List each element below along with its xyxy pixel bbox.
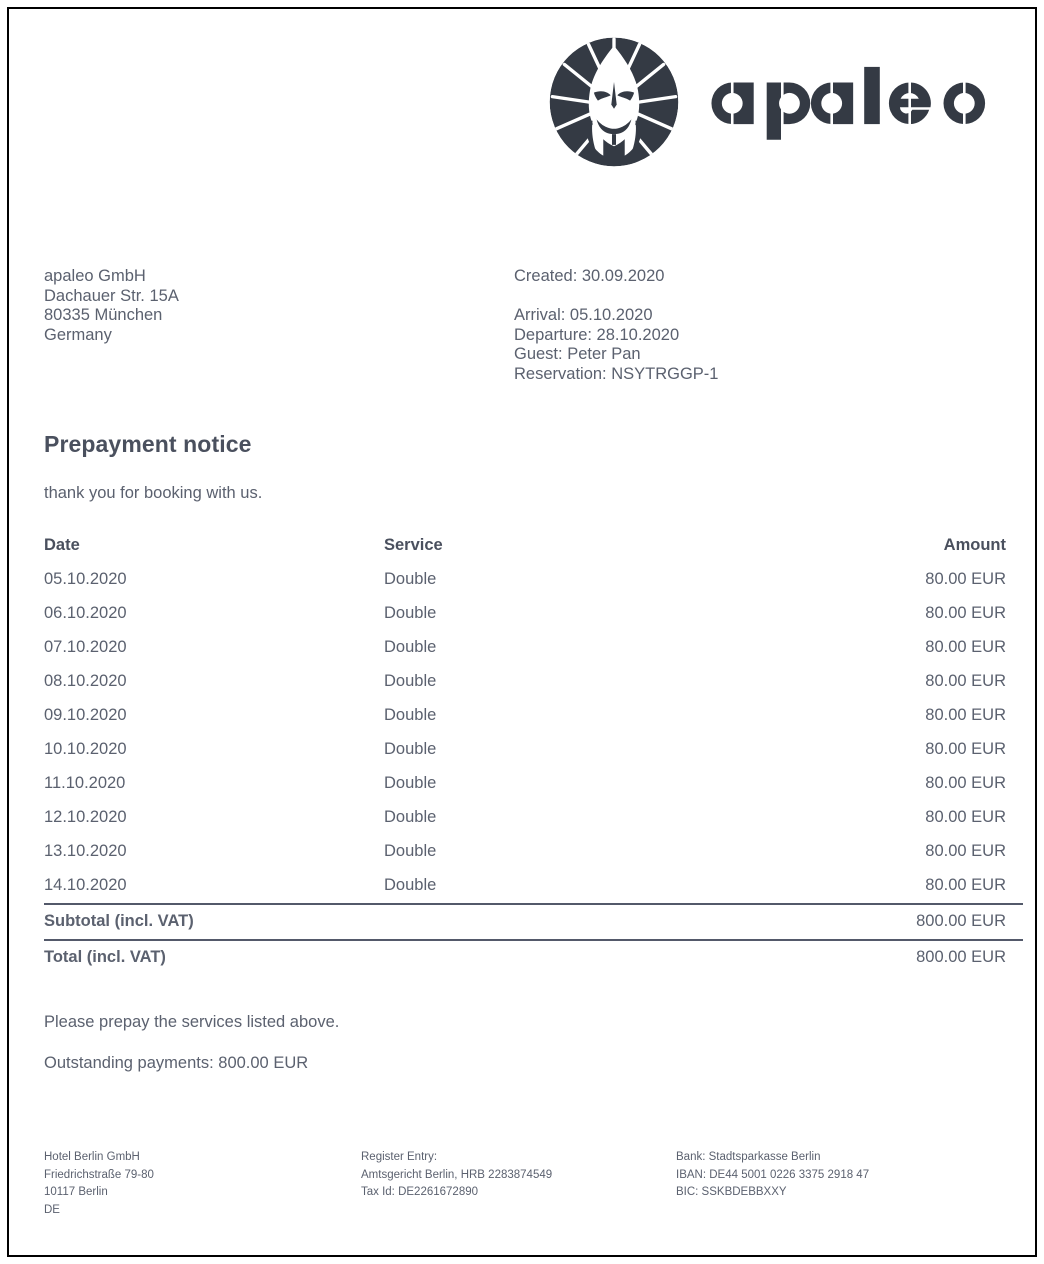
footer-company-block	[44, 1149, 361, 1219]
prepay-instruction: Please prepay the services listed above.	[44, 1012, 340, 1031]
subtotal-row	[44, 904, 1023, 940]
cell-service: Double	[384, 842, 437, 861]
meta-spacer	[514, 287, 1007, 307]
table-row	[44, 597, 1023, 631]
arrival-date: Arrival: 05.10.2020	[514, 306, 653, 325]
footer-register-block	[361, 1149, 676, 1219]
cell-date: 05.10.2020	[44, 570, 127, 589]
table-row	[44, 631, 1023, 665]
document-page	[7, 7, 1037, 1257]
cell-date: 14.10.2020	[44, 876, 127, 895]
footer-line: Tax Id: DE2261672890	[361, 1186, 479, 1198]
cell-service: Double	[384, 570, 437, 589]
table-row	[44, 733, 1023, 767]
sender-line: apaleo GmbH	[44, 267, 146, 285]
cell-amount: 80.00 EUR	[925, 774, 1006, 793]
footer-bank-block	[676, 1149, 996, 1219]
sender-line: Dachauer Str. 15A	[44, 286, 179, 305]
cell-service: Double	[384, 774, 437, 793]
cell-amount: 80.00 EUR	[925, 740, 1006, 759]
cell-amount: 80.00 EUR	[925, 842, 1006, 861]
table-row	[44, 869, 1023, 904]
column-header-date: Date	[44, 536, 80, 555]
footer	[44, 1149, 1007, 1219]
cell-date: 13.10.2020	[44, 842, 127, 861]
intro-text: thank you for booking with us.	[44, 483, 263, 502]
page-title: Prepayment notice	[44, 430, 252, 457]
footer-line: Amtsgericht Berlin, HRB 2283874549	[361, 1168, 553, 1181]
table-row	[44, 801, 1023, 835]
footer-line: Friedrichstraße 79-80	[44, 1168, 154, 1181]
footer-line: IBAN: DE44 5001 0226 3375 2918 47	[676, 1168, 870, 1181]
table-row	[44, 563, 1023, 597]
total-label: Total (incl. VAT)	[44, 940, 384, 975]
table-row	[44, 665, 1023, 699]
table-header-row	[44, 529, 1023, 563]
cell-amount: 80.00 EUR	[925, 876, 1006, 895]
footer-line: Hotel Berlin GmbH	[44, 1151, 140, 1163]
cell-date: 06.10.2020	[44, 604, 127, 623]
footer-line: BIC: SSKBDEBBXXY	[676, 1186, 787, 1198]
cell-service: Double	[384, 706, 437, 725]
reservation-id: Reservation: NSYTRGGP-1	[514, 364, 719, 383]
cell-service: Double	[384, 876, 437, 895]
table-row	[44, 699, 1023, 733]
column-header-amount: Amount	[943, 536, 1006, 555]
cell-date: 08.10.2020	[44, 672, 127, 691]
cell-service: Double	[384, 740, 437, 759]
services-table	[44, 529, 1023, 975]
cell-date: 10.10.2020	[44, 740, 127, 759]
total-amount: 800.00 EUR	[714, 940, 1023, 975]
cell-date: 07.10.2020	[44, 638, 127, 657]
cell-amount: 80.00 EUR	[925, 570, 1006, 589]
created-date: Created: 30.09.2020	[514, 267, 665, 285]
apaleo-wordmark	[703, 63, 1002, 141]
brand-header	[44, 27, 1007, 177]
table-row	[44, 835, 1023, 869]
footer-line: 10117 Berlin	[44, 1186, 108, 1198]
sender-line: Germany	[44, 325, 112, 344]
cell-date: 12.10.2020	[44, 808, 127, 827]
subtotal-amount: 800.00 EUR	[714, 904, 1023, 940]
footer-line: Bank: Stadtsparkasse Berlin	[676, 1151, 821, 1163]
departure-date: Departure: 28.10.2020	[514, 325, 680, 344]
cell-service: Double	[384, 808, 437, 827]
cell-service: Double	[384, 672, 437, 691]
table-row	[44, 767, 1023, 801]
cell-date: 09.10.2020	[44, 706, 127, 725]
column-header-service: Service	[384, 536, 443, 555]
cell-service: Double	[384, 638, 437, 657]
subtotal-spacer	[384, 904, 714, 940]
cell-amount: 80.00 EUR	[925, 638, 1006, 657]
guest-name: Guest: Peter Pan	[514, 345, 641, 364]
cell-amount: 80.00 EUR	[925, 808, 1006, 827]
subtotal-label: Subtotal (incl. VAT)	[44, 904, 384, 940]
footer-line: Register Entry:	[361, 1151, 438, 1163]
sender-line: 80335 München	[44, 306, 163, 325]
cell-date: 11.10.2020	[44, 774, 126, 793]
total-spacer	[384, 940, 714, 975]
total-row	[44, 940, 1023, 975]
table-body	[44, 563, 1023, 975]
address-meta-block	[44, 267, 1007, 385]
cell-amount: 80.00 EUR	[925, 604, 1006, 623]
outstanding-payments: Outstanding payments: 800.00 EUR	[44, 1053, 309, 1072]
cell-amount: 80.00 EUR	[925, 706, 1006, 725]
lion-head-logo-icon	[547, 35, 681, 169]
sender-address	[44, 267, 514, 385]
reservation-meta	[514, 267, 1007, 385]
cell-amount: 80.00 EUR	[925, 672, 1006, 691]
footer-line: DE	[44, 1203, 60, 1216]
cell-service: Double	[384, 604, 437, 623]
